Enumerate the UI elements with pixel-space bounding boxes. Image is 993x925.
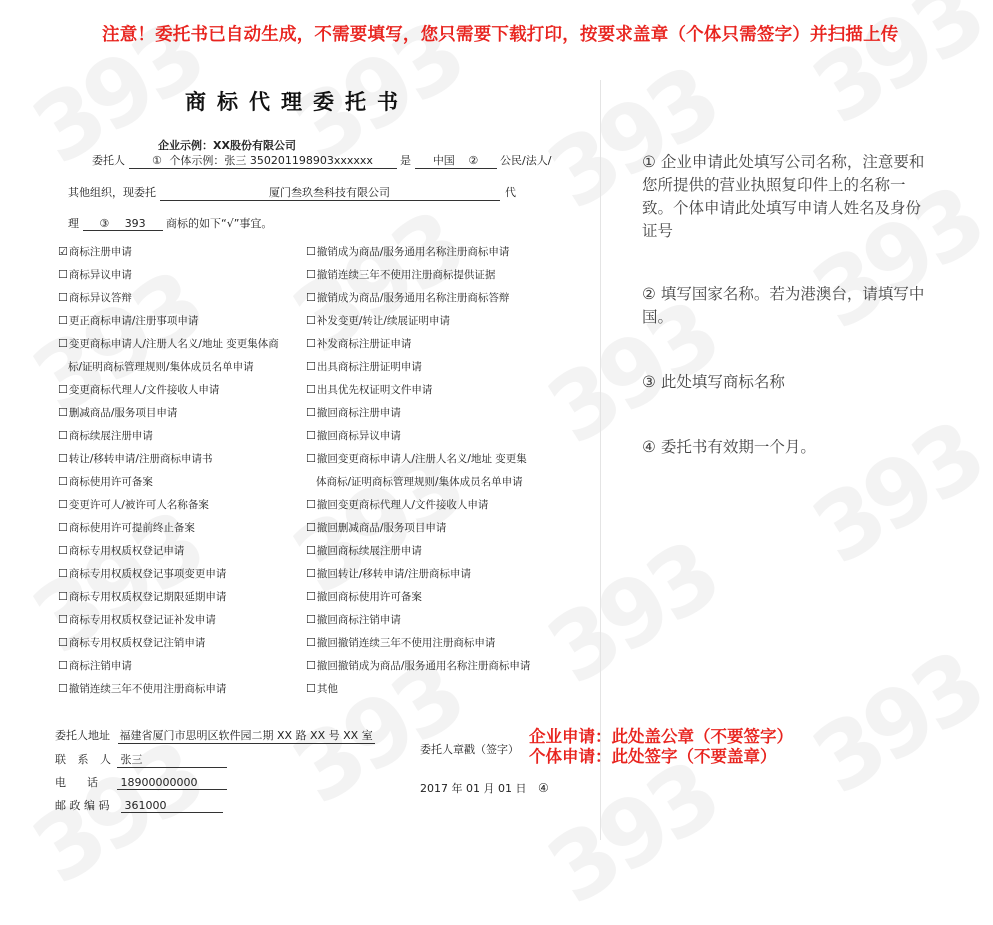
checkbox-icon[interactable]: ☐	[58, 268, 68, 281]
seal-label: 委托人章戳（签字）	[420, 743, 519, 756]
checkbox-icon[interactable]: ☐	[306, 406, 316, 419]
principal-line	[92, 152, 551, 169]
document-title: 商标代理委托书	[185, 90, 409, 114]
checkbox-icon[interactable]: ☐	[306, 383, 316, 396]
watermark	[530, 742, 734, 925]
checkbox-icon[interactable]: ☐	[306, 291, 316, 304]
watermark	[795, 632, 993, 815]
trademark-suffix: 商标的如下“√”事宜。	[166, 217, 273, 230]
matter-item[interactable]	[306, 405, 401, 420]
matter-item[interactable]	[306, 451, 527, 466]
checkbox-icon[interactable]: ☐	[58, 429, 68, 442]
is-text: 是	[400, 154, 411, 167]
matter-item[interactable]	[58, 290, 132, 305]
matter-item-label: 补发商标注册证申请	[316, 338, 412, 350]
matter-item-label: 撤回删减商品/服务项目申请	[316, 522, 447, 534]
matter-item-label: 标/证明商标管理规则/集体成员名单申请	[68, 361, 254, 373]
checkbox-icon[interactable]: ☐	[58, 383, 68, 396]
matter-item-label: 变更商标代理人/文件接收人申请	[68, 384, 220, 396]
matter-item[interactable]	[306, 244, 509, 259]
checkbox-icon[interactable]: ☐	[306, 659, 316, 672]
matter-item-label: 出具商标注册证明申请	[316, 361, 422, 373]
principal-name-field	[129, 152, 397, 169]
matter-item[interactable]	[58, 405, 177, 420]
matter-item-label: 商标注销申请	[68, 660, 132, 672]
matter-item[interactable]	[306, 267, 495, 282]
checkbox-icon[interactable]: ☐	[58, 314, 68, 327]
checkbox-icon[interactable]: ☐	[306, 360, 316, 373]
checkbox-icon[interactable]: ☐	[306, 521, 316, 534]
postcode-label: 邮 政 编 码	[55, 799, 110, 812]
checkbox-icon[interactable]: ☐	[306, 314, 316, 327]
postcode-row	[55, 797, 223, 813]
checkbox-icon[interactable]: ☐	[58, 659, 68, 672]
checked-box-icon[interactable]: ☑	[58, 245, 68, 258]
matter-item[interactable]	[58, 635, 205, 650]
matter-item[interactable]	[306, 520, 446, 535]
note-1: ① 企业申请此处填写公司名称，注意要和您所提供的营业执照复印件上的名称一致。个体申请此处填写申请人姓名及身份证号	[642, 153, 925, 240]
seal-note-individual: 个体申请：此处签字（不要盖章）	[529, 747, 777, 766]
matter-item[interactable]	[306, 658, 530, 673]
matter-item[interactable]	[58, 336, 279, 351]
checkbox-icon[interactable]: ☐	[58, 682, 68, 695]
agency-line	[68, 184, 516, 201]
matter-item[interactable]	[58, 428, 153, 443]
matter-item-label: 删减商品/服务项目申请	[68, 407, 178, 419]
matter-item-label: 撤回商标注销申请	[316, 614, 401, 626]
matter-item[interactable]	[306, 336, 411, 351]
agency-prefix: 其他组织，现委托	[68, 186, 156, 199]
matter-item[interactable]	[58, 543, 184, 558]
matter-item[interactable]	[306, 612, 401, 627]
checkbox-icon[interactable]: ☐	[58, 406, 68, 419]
matter-item[interactable]	[58, 658, 132, 673]
contact-value: 张三	[117, 751, 227, 768]
matter-item-label: 变更许可人/被许可人名称备案	[68, 499, 209, 511]
matter-item-label: 商标专用权质权登记事项变更申请	[68, 568, 227, 580]
phone-row	[55, 774, 227, 790]
matter-item-label: 撤回变更商标代理人/文件接收人申请	[316, 499, 489, 511]
matter-item[interactable]	[58, 267, 132, 282]
notice-banner: 注意！委托书已自动生成，不需要填写，您只需要下载打印，按要求盖章（个体只需签字）并扫描上传	[102, 25, 899, 45]
matter-item-label: 商标专用权质权登记申请	[68, 545, 185, 557]
agency-field: 厦门叁玖叁科技有限公司	[160, 184, 500, 201]
trademark-field	[83, 217, 163, 231]
address-row	[55, 727, 375, 744]
matter-item[interactable]	[58, 451, 212, 466]
note-2: ② 填写国家名称。若为港澳台，请填写中国。	[642, 285, 925, 326]
matter-item-label: 商标使用许可备案	[68, 476, 153, 488]
matter-item-label: 更正商标申请/注册事项申请	[68, 315, 199, 327]
matter-item[interactable]	[306, 359, 422, 374]
matter-item-label: 商标注册申请	[68, 246, 132, 258]
checkbox-icon[interactable]: ☐	[58, 337, 68, 350]
checkbox-icon[interactable]: ☐	[306, 682, 316, 695]
checkbox-icon[interactable]: ☐	[58, 475, 68, 488]
matter-item-label: 撤回商标注册申请	[316, 407, 401, 419]
matter-item-label: 撤回商标使用许可备案	[316, 591, 422, 603]
checkbox-icon[interactable]: ☐	[306, 544, 316, 557]
note-3: ③ 此处填写商标名称	[642, 373, 785, 391]
matter-item-label: 撤回变更商标申请人/注册人名义/地址 变更集	[316, 453, 527, 465]
matter-item-label: 变更商标申请人/注册人名义/地址 变更集体商	[68, 338, 279, 350]
matter-item[interactable]	[306, 382, 432, 397]
matter-item[interactable]	[58, 313, 198, 328]
checkbox-icon[interactable]: ☐	[58, 613, 68, 626]
matter-item-label: 商标专用权质权登记注销申请	[68, 637, 206, 649]
matter-item[interactable]	[306, 290, 509, 305]
matter-item[interactable]	[58, 681, 226, 696]
checkbox-icon[interactable]: ☐	[306, 452, 316, 465]
trademark-line	[68, 215, 272, 231]
matter-item-label: 商标续展注册申请	[68, 430, 153, 442]
matter-item	[316, 474, 523, 489]
contact-row	[55, 751, 227, 768]
checkbox-icon[interactable]: ☐	[58, 544, 68, 557]
checkbox-icon[interactable]: ☐	[306, 613, 316, 626]
checkbox-icon[interactable]: ☐	[306, 337, 316, 350]
matter-item-label: 商标异议答辩	[68, 292, 132, 304]
matter-item-label: 其他	[316, 683, 338, 695]
matter-item[interactable]	[306, 681, 338, 696]
checkbox-icon[interactable]: ☐	[58, 636, 68, 649]
matter-item-label: 商标专用权质权登记期限延期申请	[68, 591, 227, 603]
principal-prefix: 委托人	[92, 154, 125, 167]
mark-2: ②	[468, 154, 479, 167]
checkbox-icon[interactable]: ☐	[306, 268, 316, 281]
matter-item-label: 出具优先权证明文件申请	[316, 384, 433, 396]
address-value: 福建省厦门市思明区软件园二期 XX 路 XX 号 XX 室	[119, 729, 373, 742]
matter-item-label: 撤回转让/移转申请/注册商标申请	[316, 568, 471, 580]
matter-item-label: 撤回商标续展注册申请	[316, 545, 422, 557]
checkbox-icon[interactable]: ☐	[58, 498, 68, 511]
checkbox-icon[interactable]: ☐	[306, 567, 316, 580]
matter-item-label: 商标专用权质权登记证补发申请	[68, 614, 216, 626]
matter-item[interactable]	[58, 589, 226, 604]
matter-item[interactable]	[58, 566, 226, 581]
matter-item[interactable]	[306, 635, 495, 650]
seal-note-enterprise: 企业申请：此处盖公章（不要签字）	[529, 727, 793, 746]
matter-item-label: 撤回撤销成为商品/服务通用名称注册商标申请	[316, 660, 531, 672]
individual-example: 个体示例：张三 350201198903xxxxxx	[169, 154, 373, 167]
matter-item-label: 撤销成为商品/服务通用名称注册商标申请	[316, 246, 510, 258]
mark-1: ①	[152, 154, 162, 167]
matter-item[interactable]	[306, 497, 488, 512]
watermark	[795, 402, 993, 585]
watermark	[530, 522, 734, 705]
watermark	[15, 722, 219, 905]
enterprise-example: 企业示例：XX股份有限公司	[158, 139, 296, 152]
trademark-value: 393	[124, 217, 146, 230]
matter-item-label: 商标异议申请	[68, 269, 132, 281]
matter-item[interactable]	[306, 589, 422, 604]
matter-item[interactable]	[306, 543, 422, 558]
matter-item-label: 撤销连续三年不使用注册商标申请	[68, 683, 227, 695]
country-field	[415, 152, 497, 169]
matter-item[interactable]	[58, 497, 209, 512]
checkbox-icon[interactable]: ☐	[58, 521, 68, 534]
phone-value: 18900000000	[117, 776, 227, 790]
checkbox-icon[interactable]: ☐	[306, 245, 316, 258]
date-value: 2017 年 01 月 01 日	[420, 782, 527, 795]
matter-item-label: 撤销成为商品/服务通用名称注册商标答辩	[316, 292, 510, 304]
checkbox-icon[interactable]: ☐	[58, 452, 68, 465]
checkbox-icon[interactable]: ☐	[58, 590, 68, 603]
postcode-value: 361000	[121, 799, 223, 813]
matter-item[interactable]	[306, 566, 471, 581]
matter-item-label: 商标使用许可提前终止备案	[68, 522, 195, 534]
note-4: ④ 委托书有效期一个月。	[642, 438, 816, 456]
checkbox-icon[interactable]: ☐	[306, 590, 316, 603]
matter-item-label: 撤销连续三年不使用注册商标提供证据	[316, 269, 496, 281]
country-value: 中国	[432, 154, 455, 167]
contact-label: 联 系 人	[55, 753, 115, 766]
matter-item[interactable]	[58, 612, 216, 627]
matter-item-label: 体商标/证明商标管理规则/集体成员名单申请	[316, 476, 523, 488]
matter-item[interactable]	[306, 428, 401, 443]
date-row	[420, 780, 549, 796]
matter-item[interactable]	[58, 474, 153, 489]
principal-suffix: 公民/法人/	[500, 154, 552, 167]
checkbox-icon[interactable]: ☐	[306, 429, 316, 442]
matter-item[interactable]	[58, 244, 132, 259]
mark-3: ③	[99, 217, 110, 230]
matter-item	[68, 359, 254, 374]
checkbox-icon[interactable]: ☐	[58, 567, 68, 580]
matter-item[interactable]	[306, 313, 450, 328]
matter-item-label: 撤回商标异议申请	[316, 430, 401, 442]
matter-item[interactable]	[58, 520, 195, 535]
mark-4: ④	[537, 781, 549, 795]
checkbox-icon[interactable]: ☐	[58, 291, 68, 304]
checkbox-icon[interactable]: ☐	[306, 498, 316, 511]
matter-item-label: 转让/移转申请/注册商标申请书	[68, 453, 213, 465]
checkbox-icon[interactable]: ☐	[306, 636, 316, 649]
matter-item-label: 补发变更/转让/续展证明申请	[316, 315, 450, 327]
phone-label: 电 话	[55, 776, 98, 789]
matter-item[interactable]	[58, 382, 219, 397]
trademark-prefix: 理	[68, 217, 79, 230]
matter-item-label: 撤回撤销连续三年不使用注册商标申请	[316, 637, 496, 649]
address-label: 委托人地址	[55, 729, 110, 742]
agency-suffix: 代	[505, 186, 516, 199]
